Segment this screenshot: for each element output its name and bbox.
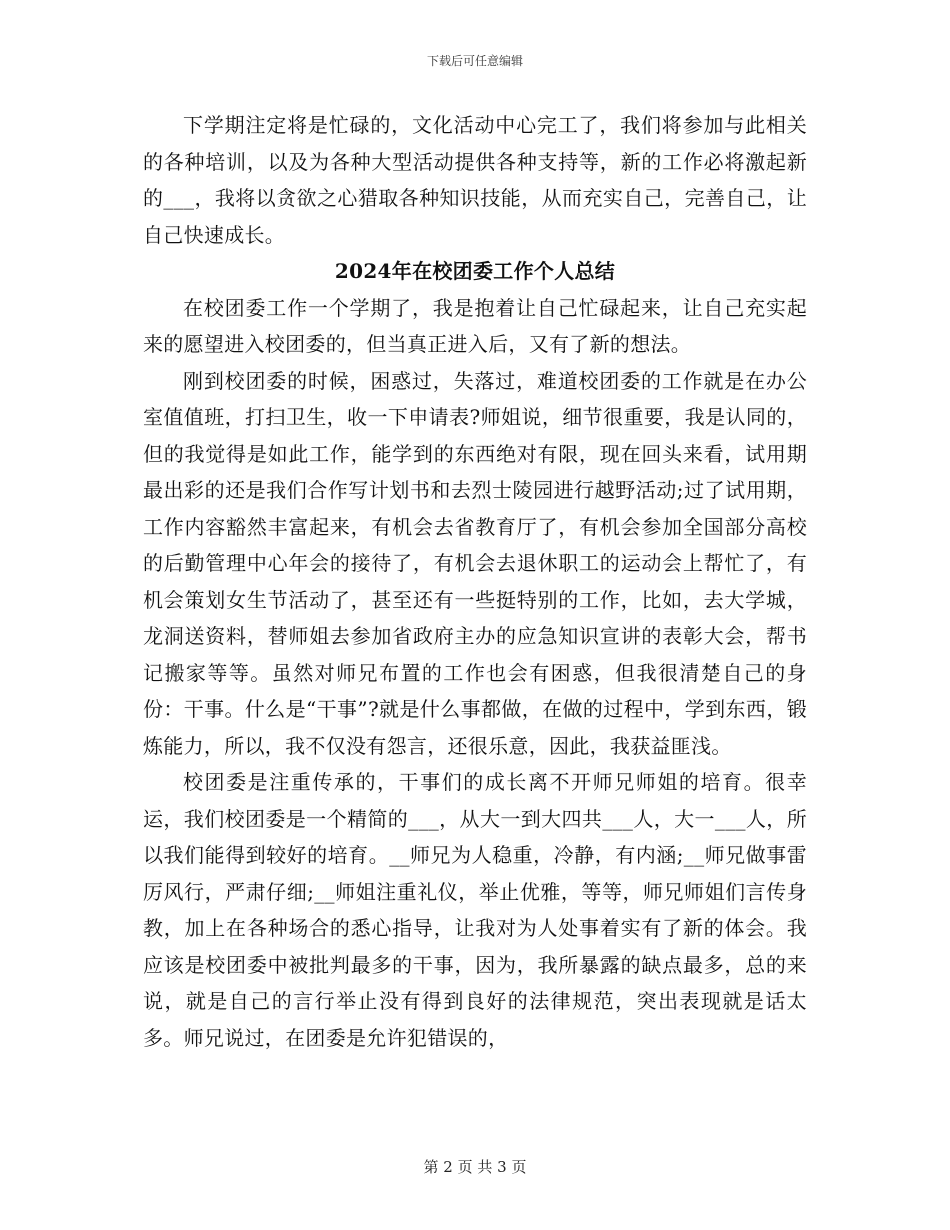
paragraph-3: 刚到校团委的时候，困惑过，失落过，难道校团委的工作就是在办公室值值班，打扫卫生，收一下申请表?师姐说，细节很重要，我是认同的，但的我觉得是如此工作，能学到的东西绝对有限，现在回头来看，试用期最出彩的还是我们合作写计划书和去烈士陵园进行越野活动;过了试用期，工作内容豁然丰富起来，有机会去省教育厅了，有机会参加全国部分高校的后勤管理中心年会的接待了，有机会去退休职工的运动会上帮忙了，有机会策划女生节活动了，甚至还有一些挺特别的工作，比如，去大学城，龙洞送资料，替师姐去参加省政府主办的应急知识宣讲的表彰大会，帮书记搬家等等。虽然对师兄布置的工作也会有困惑，但我很清楚自己的身份：干事。什么是“干事”?就是什么事都做，在做的过程中，学到东西，锻炼能力，所以，我不仅没有怨言，还很乐意，因此，我获益匪浅。 — [143, 368, 807, 758]
paragraph-1: 下学期注定将是忙碌的，文化活动中心完工了，我们将参加与此相关的各种培训，以及为各种大型活动提供各种支持等，新的工作必将激起新的___，我将以贪欲之心猎取各种知识技能，从而充实自己，完善自己，让自己快速成长。 — [143, 113, 807, 247]
paragraph-2: 在校团委工作一个学期了，我是抱着让自己忙碌起来，让自己充实起来的愿望进入校团委的，但当真正进入后，又有了新的想法。 — [143, 295, 807, 356]
paragraph-4: 校团委是注重传承的，干事们的成长离不开师兄师姐的培育。很幸运，我们校团委是一个精简的___，从大一到大四共___人，大一___人，所以我们能得到较好的培育。__师兄为人稳重，冷静，有内涵;__师兄做事雷厉风行，严肃仔细;__师姐注重礼仪，举止优雅，等等，师兄师姐们言传身教，加上在各种场合的悉心指导，让我对为人处事着实有了新的体会。我应该是校团委中被批判最多的干事，因为，我所暴露的缺点最多，总的来说，就是自己的言行举止没有得到良好的法律规范，突出表现就是话太多。师兄说过，在团委是允许犯错误的， — [143, 770, 807, 1050]
page-header: 下载后可任意编辑 — [426, 54, 523, 68]
section-title: 2024年在校团委工作个人总结 — [334, 259, 616, 283]
page-footer: 第 2 页 共 3 页 — [423, 1158, 527, 1176]
document-body — [143, 107, 807, 1056]
